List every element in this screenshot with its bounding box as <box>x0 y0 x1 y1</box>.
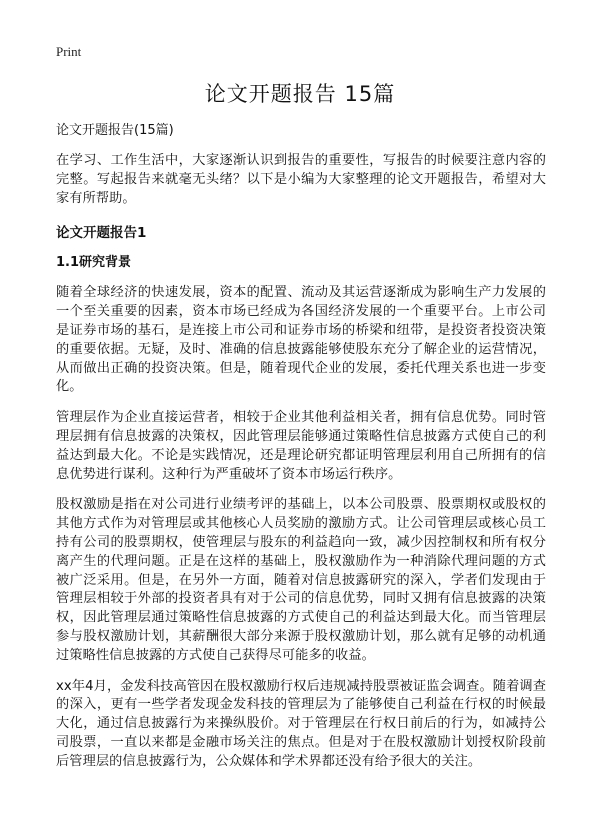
body-paragraph: 管理层作为企业直接运营者，相较于企业其他利益相关者，拥有信息优势。同时管理层拥有信息披露的决策权，因此管理层能够通过策略性信息披露方式使自己的利益达到最大化。不论是实践情况，还是理论研究都证明管理层利用自己所拥有的信息优势进行谋利。这种行为严重破坏了资本市场运行秩序。 <box>56 410 546 482</box>
intro-paragraph: 在学习、工作生活中，大家逐渐认识到报告的重要性，写报告的时候要注意内容的完整。写起报告来就毫无头绪？以下是小编为大家整理的论文开题报告，希望对大家有所帮助。 <box>56 153 546 206</box>
print-link[interactable]: Print <box>56 44 82 59</box>
body-paragraph: xx年4月，金发科技高管因在股权激励行权后违规减持股票被证监会调查。随着调查的深入，更有一些学者发现金发科技的管理层为了能够使自己利益在行权的时候最大化，通过信息披露行为来操纵股价。对于管理层在行权日前后的行为，如减持公司股票，一直以来都是金融市场关注的焦点。但是对于在股权激励计划授权阶段前后管理层的信息披露行为，公众媒体和学术界都还没有给予很大的关注。 <box>56 678 546 769</box>
body-paragraph: 随着全球经济的快速发展，资本的配置、流动及其运营逐渐成为影响生产力发展的一个至关重要的因素，资本市场已经成为各国经济发展的一个重要平台。上市公司是证券市场的基石，是连接上市公司和证券市场的桥梁和纽带，是投资者投资决策的重要依据。无疑，及时、准确的信息披露能够使股东充分了解企业的运营情况，从而做出正确的投资决策。但是，随着现代企业的发展，委托代理关系也进一步变化。 <box>56 285 546 395</box>
document-body <box>56 122 546 784</box>
page-title: 论文开题报告 15篇 <box>204 82 396 106</box>
document-subtitle: 论文开题报告(15篇) <box>56 123 174 138</box>
section-heading: 论文开题报告1 <box>56 225 147 242</box>
body-paragraph: 股权激励是指在对公司进行业绩考评的基础上，以本公司股票、股票期权或股权的其他方式作为对管理层或其他核心人员奖励的激励方式。让公司管理层或核心员工持有公司的股票期权，使管理层与股东的利益趋向一致，减少因控制权和所有权分离产生的代理问题。正是在这样的基础上，股权激励作为一种消除代理问题的方式被广泛采用。但是，在另外一方面，随着对信息披露研究的深入，学者们发现由于管理层相较于外部的投资者具有对于公司的信息优势，同时又拥有信息披露的决策权，因此管理层通过策略性信息披露的方式使自己的利益达到最大化。而当管理层参与股权激励计划，其薪酬很大部分来源于股权激励计划，那么就有足够的动机通过策略性信息披露的方式使自己获得尽可能多的收益。 <box>56 497 546 663</box>
subsection-heading: 1.1研究背景 <box>56 255 132 271</box>
